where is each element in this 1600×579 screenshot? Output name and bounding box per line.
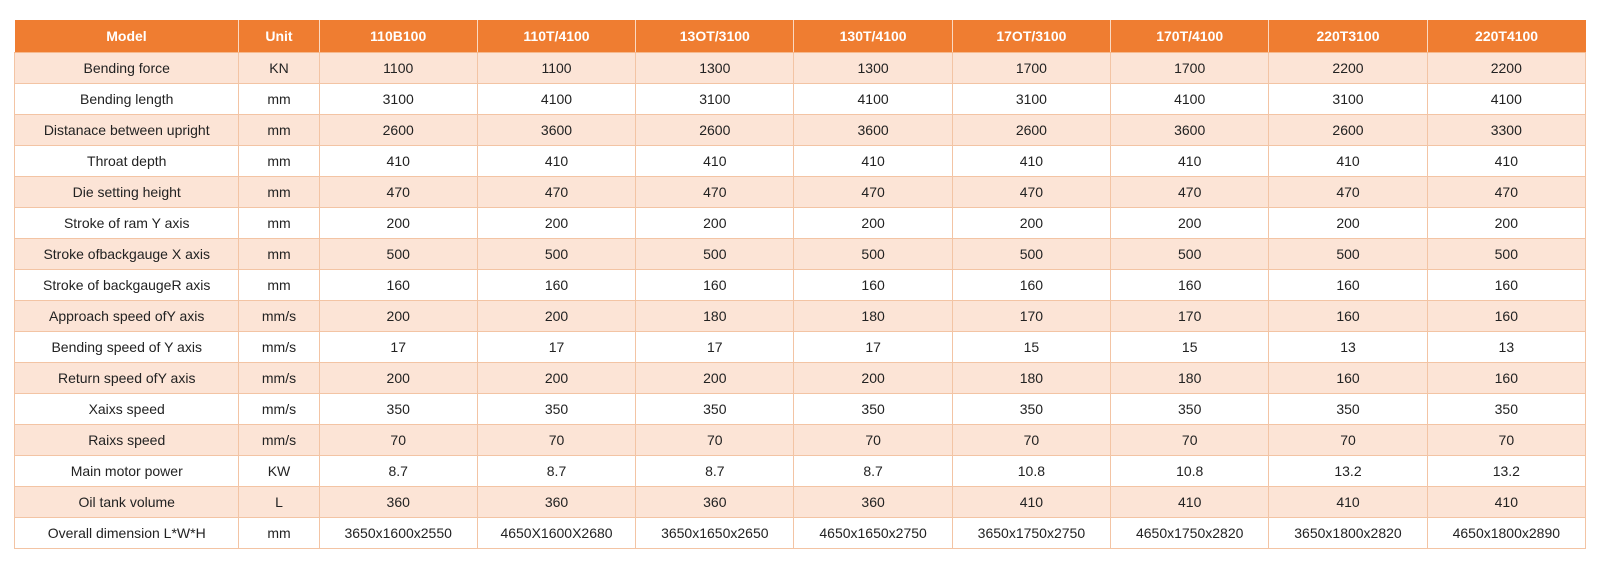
- value-cell: 160: [1269, 301, 1427, 332]
- value-cell: 15: [1111, 332, 1269, 363]
- row-label-cell: Stroke ofbackgauge X axis: [15, 239, 239, 270]
- value-cell: 70: [477, 425, 635, 456]
- value-cell: 4100: [477, 84, 635, 115]
- value-cell: 3650x1650x2650: [636, 518, 794, 549]
- value-cell: 410: [636, 146, 794, 177]
- row-label-cell: Raixs speed: [15, 425, 239, 456]
- value-cell: 8.7: [794, 456, 952, 487]
- unit-cell: mm/s: [239, 394, 319, 425]
- value-cell: 350: [952, 394, 1110, 425]
- header-row: [15, 20, 1586, 53]
- value-cell: 13: [1427, 332, 1585, 363]
- value-cell: 410: [1427, 146, 1585, 177]
- value-cell: 70: [319, 425, 477, 456]
- row-label-cell: Bending force: [15, 53, 239, 84]
- value-cell: 17: [477, 332, 635, 363]
- value-cell: 8.7: [319, 456, 477, 487]
- value-cell: 410: [1111, 487, 1269, 518]
- value-cell: 3100: [636, 84, 794, 115]
- value-cell: 70: [794, 425, 952, 456]
- value-cell: 1100: [319, 53, 477, 84]
- value-cell: 4100: [794, 84, 952, 115]
- value-cell: 13: [1269, 332, 1427, 363]
- value-cell: 2600: [319, 115, 477, 146]
- unit-cell: L: [239, 487, 319, 518]
- value-cell: 70: [952, 425, 1110, 456]
- value-cell: 500: [794, 239, 952, 270]
- table-row: [15, 518, 1586, 549]
- value-cell: 410: [319, 146, 477, 177]
- row-label-cell: Main motor power: [15, 456, 239, 487]
- table-row: [15, 456, 1586, 487]
- table-row: [15, 487, 1586, 518]
- table-row: [15, 177, 1586, 208]
- value-cell: 70: [1111, 425, 1269, 456]
- value-cell: 160: [1427, 270, 1585, 301]
- unit-cell: KN: [239, 53, 319, 84]
- unit-cell: mm/s: [239, 301, 319, 332]
- value-cell: 350: [1111, 394, 1269, 425]
- value-cell: 160: [1427, 363, 1585, 394]
- value-cell: 500: [952, 239, 1110, 270]
- value-cell: 13.2: [1269, 456, 1427, 487]
- row-label-cell: Stroke of backgaugeR axis: [15, 270, 239, 301]
- unit-cell: mm/s: [239, 425, 319, 456]
- value-cell: 200: [477, 363, 635, 394]
- value-cell: 2600: [1269, 115, 1427, 146]
- header-model: Model: [15, 20, 239, 53]
- value-cell: 500: [319, 239, 477, 270]
- value-cell: 160: [1111, 270, 1269, 301]
- value-cell: 410: [794, 146, 952, 177]
- header-model-8: 220T4100: [1427, 20, 1585, 53]
- value-cell: 160: [319, 270, 477, 301]
- value-cell: 3300: [1427, 115, 1585, 146]
- value-cell: 17: [319, 332, 477, 363]
- row-label-cell: Stroke of ram Y axis: [15, 208, 239, 239]
- value-cell: 17: [794, 332, 952, 363]
- value-cell: 350: [636, 394, 794, 425]
- value-cell: 70: [636, 425, 794, 456]
- value-cell: 17: [636, 332, 794, 363]
- table-header: [15, 20, 1586, 53]
- unit-cell: mm: [239, 208, 319, 239]
- value-cell: 160: [1269, 270, 1427, 301]
- value-cell: 3100: [1269, 84, 1427, 115]
- table-body: [15, 53, 1586, 549]
- value-cell: 500: [1269, 239, 1427, 270]
- value-cell: 2200: [1427, 53, 1585, 84]
- value-cell: 500: [1111, 239, 1269, 270]
- value-cell: 470: [1269, 177, 1427, 208]
- value-cell: 470: [1427, 177, 1585, 208]
- value-cell: 350: [477, 394, 635, 425]
- unit-cell: mm: [239, 84, 319, 115]
- value-cell: 160: [1427, 301, 1585, 332]
- row-label-cell: Approach speed ofY axis: [15, 301, 239, 332]
- value-cell: 180: [1111, 363, 1269, 394]
- table-row: [15, 84, 1586, 115]
- value-cell: 70: [1269, 425, 1427, 456]
- value-cell: 350: [319, 394, 477, 425]
- value-cell: 10.8: [952, 456, 1110, 487]
- value-cell: 4650X1600X2680: [477, 518, 635, 549]
- value-cell: 410: [477, 146, 635, 177]
- value-cell: 470: [952, 177, 1110, 208]
- value-cell: 200: [794, 208, 952, 239]
- value-cell: 470: [794, 177, 952, 208]
- value-cell: 410: [952, 487, 1110, 518]
- table-row: [15, 394, 1586, 425]
- value-cell: 160: [952, 270, 1110, 301]
- value-cell: 360: [319, 487, 477, 518]
- table-row: [15, 332, 1586, 363]
- value-cell: 1100: [477, 53, 635, 84]
- table-row: [15, 115, 1586, 146]
- value-cell: 10.8: [1111, 456, 1269, 487]
- unit-cell: mm: [239, 146, 319, 177]
- row-label-cell: Die setting height: [15, 177, 239, 208]
- value-cell: 3600: [794, 115, 952, 146]
- value-cell: 200: [952, 208, 1110, 239]
- header-model-7: 220T3100: [1269, 20, 1427, 53]
- value-cell: 2600: [636, 115, 794, 146]
- value-cell: 3600: [1111, 115, 1269, 146]
- value-cell: 500: [636, 239, 794, 270]
- value-cell: 180: [952, 363, 1110, 394]
- value-cell: 3650x1600x2550: [319, 518, 477, 549]
- value-cell: 410: [952, 146, 1110, 177]
- row-label-cell: Xaixs speed: [15, 394, 239, 425]
- table-row: [15, 53, 1586, 84]
- unit-cell: mm: [239, 177, 319, 208]
- value-cell: 8.7: [636, 456, 794, 487]
- header-model-5: 17OT/3100: [952, 20, 1110, 53]
- value-cell: 4100: [1111, 84, 1269, 115]
- header-unit: Unit: [239, 20, 319, 53]
- value-cell: 1700: [952, 53, 1110, 84]
- value-cell: 500: [477, 239, 635, 270]
- table-row: [15, 270, 1586, 301]
- value-cell: 4650x1750x2820: [1111, 518, 1269, 549]
- value-cell: 4650x1650x2750: [794, 518, 952, 549]
- unit-cell: KW: [239, 456, 319, 487]
- header-model-1: 110B100: [319, 20, 477, 53]
- table-row: [15, 208, 1586, 239]
- header-model-2: 110T/4100: [477, 20, 635, 53]
- value-cell: 160: [636, 270, 794, 301]
- value-cell: 200: [319, 208, 477, 239]
- row-label-cell: Throat depth: [15, 146, 239, 177]
- unit-cell: mm/s: [239, 332, 319, 363]
- table-row: [15, 425, 1586, 456]
- value-cell: 170: [952, 301, 1110, 332]
- value-cell: 160: [477, 270, 635, 301]
- value-cell: 200: [319, 301, 477, 332]
- value-cell: 1300: [794, 53, 952, 84]
- value-cell: 200: [1427, 208, 1585, 239]
- table-row: [15, 301, 1586, 332]
- value-cell: 3100: [319, 84, 477, 115]
- table-row: [15, 239, 1586, 270]
- value-cell: 1300: [636, 53, 794, 84]
- row-label-cell: Bending length: [15, 84, 239, 115]
- value-cell: 160: [794, 270, 952, 301]
- value-cell: 70: [1427, 425, 1585, 456]
- value-cell: 200: [1111, 208, 1269, 239]
- value-cell: 410: [1269, 487, 1427, 518]
- value-cell: 200: [636, 363, 794, 394]
- spec-table-container: [14, 20, 1586, 549]
- value-cell: 200: [636, 208, 794, 239]
- value-cell: 4650x1800x2890: [1427, 518, 1585, 549]
- unit-cell: mm: [239, 518, 319, 549]
- value-cell: 410: [1269, 146, 1427, 177]
- value-cell: 200: [1269, 208, 1427, 239]
- value-cell: 2600: [952, 115, 1110, 146]
- value-cell: 470: [319, 177, 477, 208]
- value-cell: 200: [477, 301, 635, 332]
- table-row: [15, 363, 1586, 394]
- value-cell: 470: [477, 177, 635, 208]
- value-cell: 180: [636, 301, 794, 332]
- value-cell: 470: [636, 177, 794, 208]
- value-cell: 13.2: [1427, 456, 1585, 487]
- table-row: [15, 146, 1586, 177]
- value-cell: 500: [1427, 239, 1585, 270]
- value-cell: 350: [794, 394, 952, 425]
- row-label-cell: Oil tank volume: [15, 487, 239, 518]
- value-cell: 3650x1750x2750: [952, 518, 1110, 549]
- value-cell: 3100: [952, 84, 1110, 115]
- unit-cell: mm/s: [239, 363, 319, 394]
- unit-cell: mm: [239, 239, 319, 270]
- value-cell: 200: [477, 208, 635, 239]
- value-cell: 160: [1269, 363, 1427, 394]
- value-cell: 360: [477, 487, 635, 518]
- value-cell: 360: [794, 487, 952, 518]
- value-cell: 410: [1111, 146, 1269, 177]
- value-cell: 3650x1800x2820: [1269, 518, 1427, 549]
- value-cell: 200: [794, 363, 952, 394]
- header-model-4: 130T/4100: [794, 20, 952, 53]
- value-cell: 470: [1111, 177, 1269, 208]
- value-cell: 180: [794, 301, 952, 332]
- value-cell: 2200: [1269, 53, 1427, 84]
- unit-cell: mm: [239, 115, 319, 146]
- value-cell: 410: [1427, 487, 1585, 518]
- value-cell: 200: [319, 363, 477, 394]
- row-label-cell: Bending speed of Y axis: [15, 332, 239, 363]
- row-label-cell: Distanace between upright: [15, 115, 239, 146]
- header-model-6: 170T/4100: [1111, 20, 1269, 53]
- value-cell: 350: [1427, 394, 1585, 425]
- value-cell: 170: [1111, 301, 1269, 332]
- value-cell: 360: [636, 487, 794, 518]
- header-model-3: 13OT/3100: [636, 20, 794, 53]
- value-cell: 4100: [1427, 84, 1585, 115]
- unit-cell: mm: [239, 270, 319, 301]
- value-cell: 1700: [1111, 53, 1269, 84]
- row-label-cell: Overall dimension L*W*H: [15, 518, 239, 549]
- value-cell: 350: [1269, 394, 1427, 425]
- value-cell: 15: [952, 332, 1110, 363]
- value-cell: 8.7: [477, 456, 635, 487]
- specification-table: [14, 20, 1586, 549]
- value-cell: 3600: [477, 115, 635, 146]
- row-label-cell: Return speed ofY axis: [15, 363, 239, 394]
